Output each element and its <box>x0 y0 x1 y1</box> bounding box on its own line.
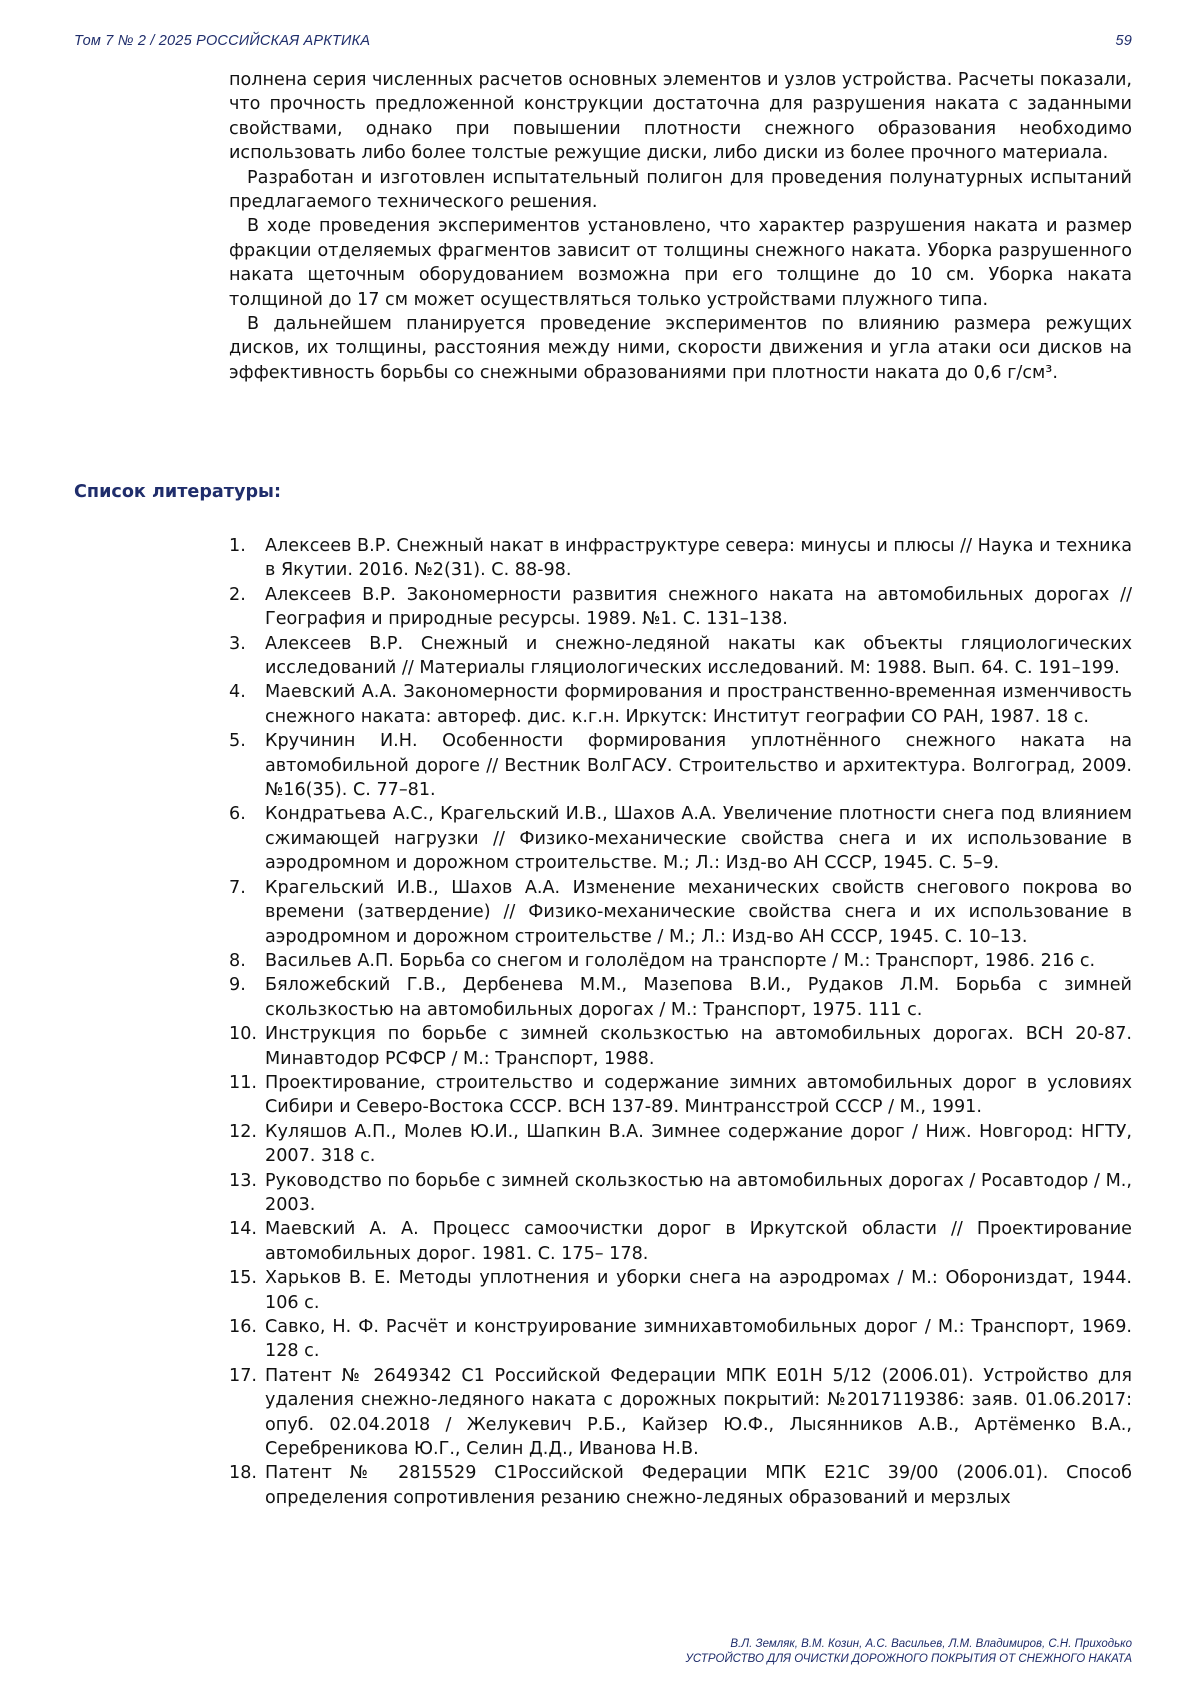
reference-text: Проектирование, строительство и содержание зимних автомобильных дорог в условиях Сибири и Северо-Востока СССР. ВСН 137-89. Минтрансстрой СССР / М., 1991. <box>265 1072 1132 1118</box>
reference-number: 2. <box>229 584 246 605</box>
reference-number: 16. <box>229 1317 257 1337</box>
reference-text: Маевский А.А. Закономерности формирования и пространственно-временная изменчивость снежного наката: автореф. дис. к.г.н. Иркутск: Институт географии СО РАН, 1987. 18 с. <box>265 682 1132 727</box>
body-text <box>229 68 1132 385</box>
references-list <box>229 534 1132 1510</box>
journal-title: Том 7 № 2 / 2025 РОССИЙСКАЯ АРКТИКА <box>74 33 371 49</box>
reference-item <box>229 729 1132 802</box>
reference-text: Патент № 2815529 С1Российской Федерации МПК E21C 39/00 (2006.01). Способ определения сопротивления резанию снежно-ледяных образований и мерзлых <box>265 1463 1132 1508</box>
reference-item <box>229 949 1132 973</box>
reference-item <box>229 1071 1132 1120</box>
reference-number: 6. <box>229 804 246 825</box>
references-heading: Список литературы: <box>74 482 281 502</box>
reference-text: Руководство по борьбе с зимней скользкостью на автомобильных дорогах / Росавтодор / М., 2003. <box>265 1170 1132 1215</box>
reference-item <box>229 1217 1132 1266</box>
reference-number: 15. <box>229 1268 257 1289</box>
reference-item <box>229 1461 1132 1510</box>
reference-item <box>229 1315 1132 1364</box>
reference-text: Кручинин И.Н. Особенности формирования уплотнённого снежного наката на автомобильной дороге // Вестник ВолГАСУ. Строительство и архитектура. Волгоград, 2009. №16(35). С. 77–81. <box>265 731 1132 801</box>
reference-text: Крагельский И.В., Шахов А.А. Изменение механических свойств снегового покрова во времени (затвердение) // Физико-механические свойства снега и их использование в аэродромном и дорожном строительстве / М.; Л.: Изд-во АН СССР, 1945. С. 10–13. <box>265 877 1132 947</box>
reference-text: Маевский А. А. Процесс самоочистки дорог в Иркутской области // Проектирование автомобильных дорог. 1981. С. 175– 178. <box>265 1219 1132 1264</box>
reference-number: 8. <box>229 950 246 971</box>
reference-number: 14. <box>229 1219 257 1240</box>
paragraph: В дальнейшем планируется проведение экспериментов по влиянию размера режущих дисков, их толщины, расстояния между ними, скорости движения и угла атаки оси дисков на эффективность борьбы со снежными образованиями при плотности наката до 0,6 г/см³. <box>229 314 1132 383</box>
footer-article-title: УСТРОЙСТВО ДЛЯ ОЧИСТКИ ДОРОЖНОГО ПОКРЫТИЯ ОТ СНЕЖНОГО НАКАТА <box>685 1653 1132 1665</box>
reference-number: 17. <box>229 1365 257 1386</box>
reference-number: 5. <box>229 731 246 752</box>
reference-item <box>229 802 1132 875</box>
reference-number: 10. <box>229 1024 257 1045</box>
reference-number: 11. <box>229 1072 257 1093</box>
reference-item <box>229 534 1132 583</box>
reference-number: 7. <box>229 877 246 898</box>
reference-item <box>229 632 1132 681</box>
reference-text: Савко, Н. Ф. Расчёт и конструирование зимнихавтомобильных дорог / М.: Транспорт, 1969. 128 с. <box>265 1317 1132 1362</box>
reference-item <box>229 1266 1132 1315</box>
reference-text: Васильев А.П. Борьба со снегом и гололёдом на транспорте / М.: Транспорт, 1986. 216 с. <box>265 950 1096 971</box>
reference-text: Патент № 2649342 С1 Российской Федерации МПК E01H 5/12 (2006.01). Устройство для удаления снежно-ледяного наката с дорожных покрытий: №2017119386: заяв. 01.06.2017: опуб. 02.04.2018 / Желукевич Р.Б., Кайзер Ю.Ф., Лысянников А.В., Артёменко В.А., Серебреникова Ю.Г., Селин Д.Д., Иванова Н.В. <box>265 1365 1132 1460</box>
reference-item <box>229 876 1132 949</box>
reference-item <box>229 973 1132 1022</box>
reference-item <box>229 1364 1132 1462</box>
reference-number: 3. <box>229 633 246 654</box>
reference-text: Харьков В. Е. Методы уплотнения и уборки снега на аэродромах / М.: Оборониздат, 1944. 106 с. <box>265 1268 1132 1313</box>
reference-item <box>229 680 1132 729</box>
reference-text: Алексеев В.Р. Снежный накат в инфраструктуре севера: минусы и плюсы // Наука и техника в Якутии. 2016. №2(31). С. 88-98. <box>265 536 1132 581</box>
reference-text: Куляшов А.П., Молев Ю.И., Шапкин В.А. Зимнее содержание дорог / Ниж. Новгород: НГТУ, 2007. 318 с. <box>265 1121 1132 1167</box>
reference-text: Кондратьева А.С., Крагельский И.В., Шахов А.А. Увеличение плотности снега под влиянием сжимающей нагрузки // Физико-механические свойства снега и их использование в аэродромном и дорожном строительстве. М.; Л.: Изд-во АН СССР, 1945. С. 5–9. <box>265 804 1132 874</box>
reference-text: Бяложебский Г.В., Дербенева М.М., Мазепова В.И., Рудаков Л.М. Борьба с зимней скользкостью на автомобильных дорогах / М.: Транспорт, 1975. 111 с. <box>265 975 1132 1020</box>
reference-item <box>229 1022 1132 1071</box>
reference-item <box>229 1169 1132 1218</box>
reference-item <box>229 583 1132 632</box>
reference-text: Алексеев В.Р. Снежный и снежно-ледяной накаты как объекты гляциологических исследований // Материалы гляциологических исследований. М: 1988. Вып. 64. С. 191–199. <box>265 633 1132 679</box>
paragraph: Разработан и изготовлен испытательный полигон для проведения полунатурных испытаний предлагаемого технического решения. <box>229 167 1132 213</box>
page-number: 59 <box>1115 33 1132 49</box>
reference-number: 1. <box>229 536 246 556</box>
reference-text: Инструкция по борьбе с зимней скользкостью на автомобильных дорогах. ВСН 20-87. Минавтодор РСФСР / М.: Транспорт, 1988. <box>265 1024 1132 1069</box>
footer-authors: В.Л. Земляк, В.М. Козин, А.С. Васильев, Л.М. Владимиров, С.Н. Приходько <box>730 1638 1132 1650</box>
reference-item <box>229 1120 1132 1169</box>
reference-number: 9. <box>229 975 246 996</box>
paragraph-continued: полнена серия численных расчетов основных элементов и узлов устройства. Расчеты показали, что прочность предложенной конструкции достаточна для разрушения наката с заданными свойствами, однако при повышении плотности снежного образования необходимо использовать либо более толстые режущие диски, либо диски из более прочного материала. <box>229 70 1132 164</box>
reference-number: 13. <box>229 1170 257 1191</box>
running-footer <box>686 1637 1132 1667</box>
reference-number: 12. <box>229 1121 257 1142</box>
paragraph: В ходе проведения экспериментов установлено, что характер разрушения наката и размер фракции отделяемых фрагментов зависит от толщины снежного наката. Уборка разрушенного наката щеточным оборудованием возможна при его толщине до 10 см. Уборка наката толщиной до 17 см может осуществляться только устройствами плужного типа. <box>229 216 1132 310</box>
reference-text: Алексеев В.Р. Закономерности развития снежного наката на автомобильных дорогах // География и природные ресурсы. 1989. №1. С. 131–138. <box>265 584 1132 630</box>
reference-number: 18. <box>229 1463 257 1484</box>
reference-number: 4. <box>229 682 246 703</box>
